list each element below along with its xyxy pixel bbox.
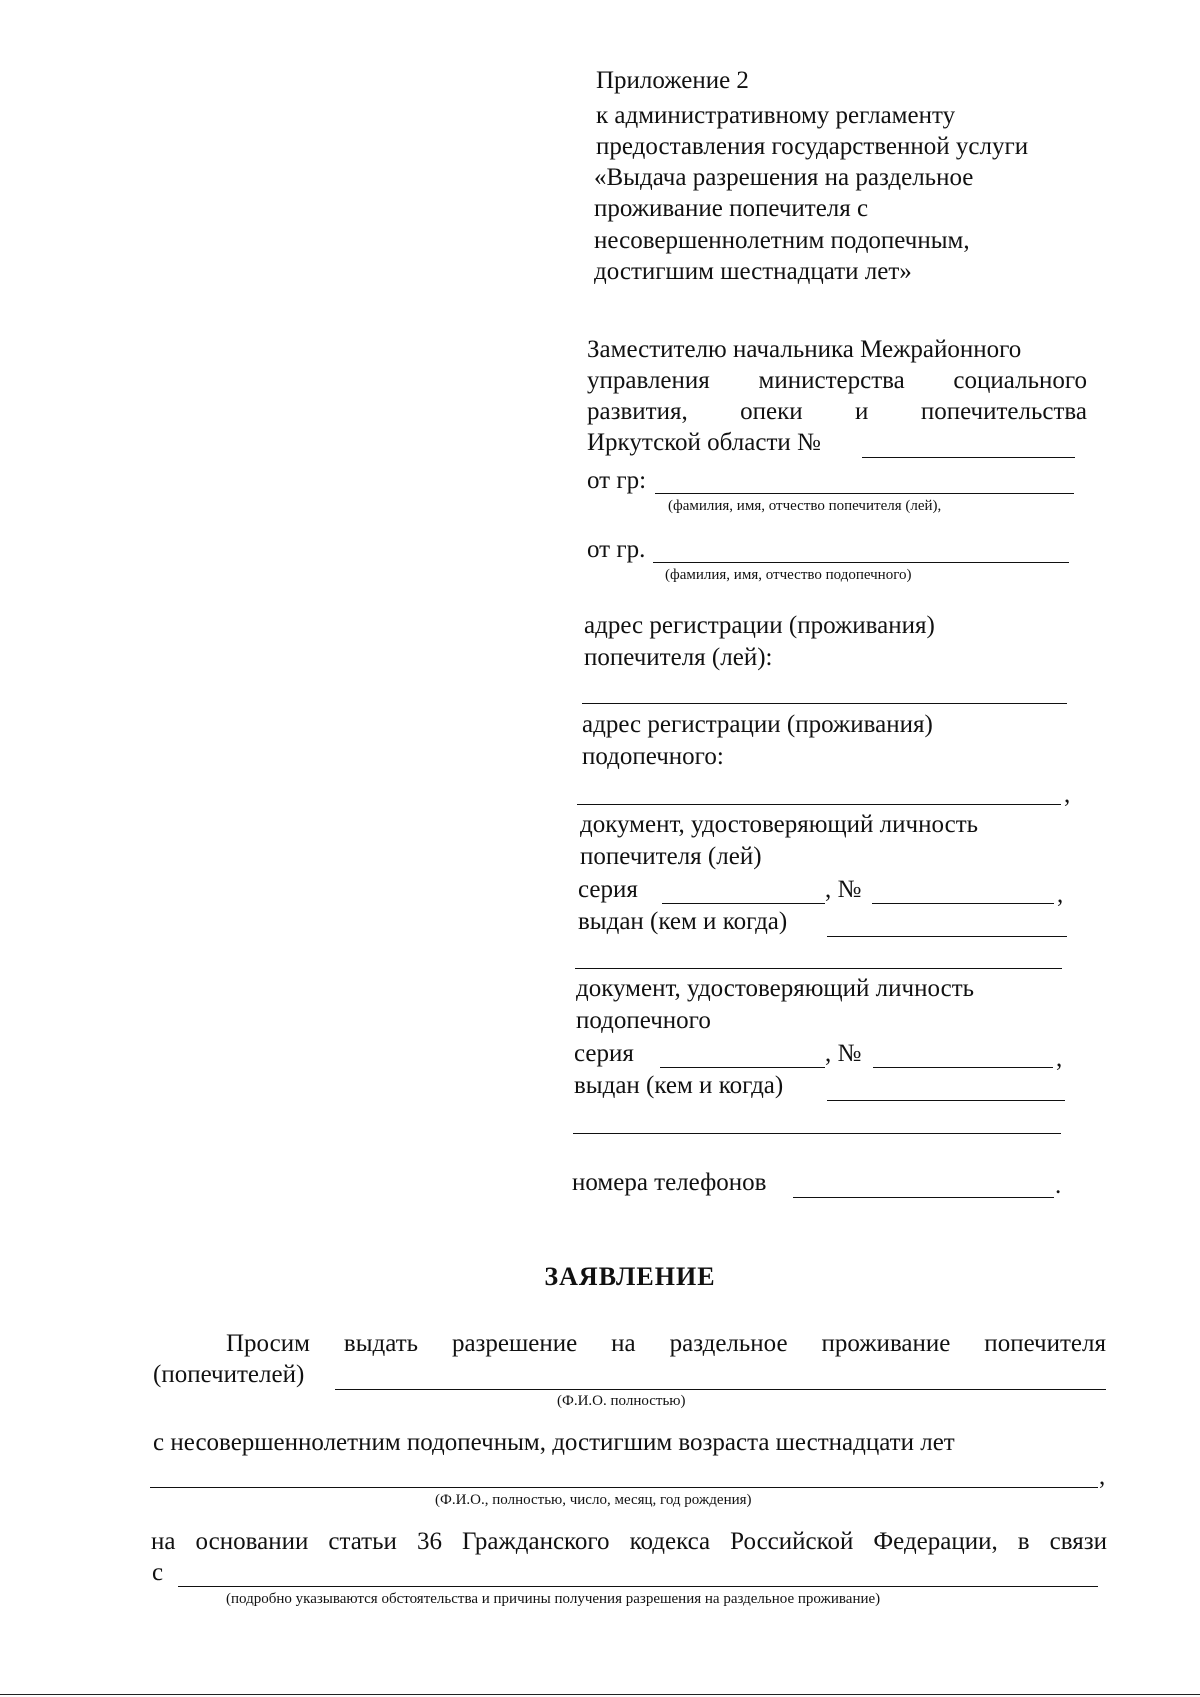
guardian-doc-series-label: серия <box>578 876 638 903</box>
addressee-line: Заместителю начальника Межрайонного <box>587 336 1022 363</box>
reasons-hint: (подробно указываются обстоятельства и причины получения разрешения на раздельное проживание) <box>226 1591 881 1607</box>
ward-address-comma: , <box>1064 781 1071 808</box>
guardian-doc-number-label: , № <box>825 876 862 903</box>
from-guardian-label: от гр: <box>587 467 647 494</box>
guardian-name-hint: (фамилия, имя, отчество попечителя (лей), <box>668 498 942 514</box>
ward-doc-comma: , <box>1056 1045 1063 1072</box>
ward-doc-series-label: серия <box>574 1040 634 1067</box>
appendix-title: Приложение 2 <box>596 67 749 94</box>
page-bottom-rule <box>0 1694 1200 1695</box>
guardian-doc-number-field[interactable] <box>872 903 1054 904</box>
ward-doc-label: подопечного <box>576 1007 711 1034</box>
guardian-address-field[interactable] <box>582 703 1067 704</box>
department-number-field[interactable] <box>862 457 1075 458</box>
statement-text: Просим выдать разрешение на раздельное проживание попечителя <box>226 1330 1106 1357</box>
ward-doc-issued-field-2[interactable] <box>573 1133 1061 1134</box>
ward-address-field[interactable] <box>577 804 1061 805</box>
ward-details-field[interactable] <box>150 1487 1098 1488</box>
addressee-line: управления министерства социального <box>587 367 1087 394</box>
reasons-field[interactable] <box>178 1586 1098 1587</box>
ward-doc-number-label: , № <box>825 1040 862 1067</box>
appendix-line: достигшим шестнадцати лет» <box>594 258 912 285</box>
appendix-line: проживание попечителя с <box>594 195 869 222</box>
ward-doc-number-field[interactable] <box>873 1067 1053 1068</box>
ward-name-field[interactable] <box>653 562 1069 563</box>
guardian-doc-issued-field[interactable] <box>827 936 1067 937</box>
guardian-name-field[interactable] <box>655 493 1074 494</box>
statement-text: на основании статьи 36 Гражданского кодекса Российской Федерации, в связи <box>151 1528 1107 1555</box>
phones-label: номера телефонов <box>572 1169 767 1196</box>
appendix-line: несовершеннолетним подопечным, <box>594 227 970 254</box>
appendix-line: «Выдача разрешения на раздельное <box>594 164 974 191</box>
phones-period: . <box>1055 1172 1062 1199</box>
appendix-line: предоставления государственной услуги <box>596 133 1029 160</box>
addressee-line: развития, опеки и попечительства <box>587 398 1087 425</box>
statement-text: с несовершеннолетним подопечным, достигшим возраста шестнадцати лет <box>153 1429 955 1456</box>
guardian-address-label: попечителя (лей): <box>584 644 773 671</box>
ward-doc-issued-field[interactable] <box>827 1100 1065 1101</box>
guardians-fullname-hint: (Ф.И.О. полностью) <box>557 1393 686 1409</box>
ward-details-comma: , <box>1099 1463 1106 1490</box>
statement-text: с <box>152 1559 164 1586</box>
ward-details-hint: (Ф.И.О., полностью, число, месяц, год рождения) <box>435 1492 752 1508</box>
from-ward-label: от гр. <box>587 536 646 563</box>
statement-text: (попечителей) <box>153 1361 305 1388</box>
guardian-doc-label: документ, удостоверяющий личность <box>580 811 979 838</box>
ward-doc-series-field[interactable] <box>660 1067 825 1068</box>
addressee-line: Иркутской области № <box>587 429 821 456</box>
guardian-doc-comma: , <box>1057 881 1064 908</box>
ward-address-label: адрес регистрации (проживания) <box>582 711 933 738</box>
guardian-doc-label: попечителя (лей) <box>580 843 762 870</box>
ward-address-label: подопечного: <box>582 743 724 770</box>
ward-doc-label: документ, удостоверяющий личность <box>576 975 975 1002</box>
guardian-doc-issued-field-2[interactable] <box>575 968 1062 969</box>
appendix-line: к административному регламенту <box>596 102 956 129</box>
guardian-doc-issued-label: выдан (кем и когда) <box>578 908 788 935</box>
guardian-doc-series-field[interactable] <box>662 903 825 904</box>
statement-title: ЗАЯВЛЕНИЕ <box>544 1262 716 1291</box>
ward-name-hint: (фамилия, имя, отчество подопечного) <box>665 567 912 583</box>
ward-doc-issued-label: выдан (кем и когда) <box>574 1072 784 1099</box>
guardian-address-label: адрес регистрации (проживания) <box>584 612 935 639</box>
phones-field[interactable] <box>793 1197 1054 1198</box>
guardians-fullname-field[interactable] <box>335 1389 1106 1390</box>
